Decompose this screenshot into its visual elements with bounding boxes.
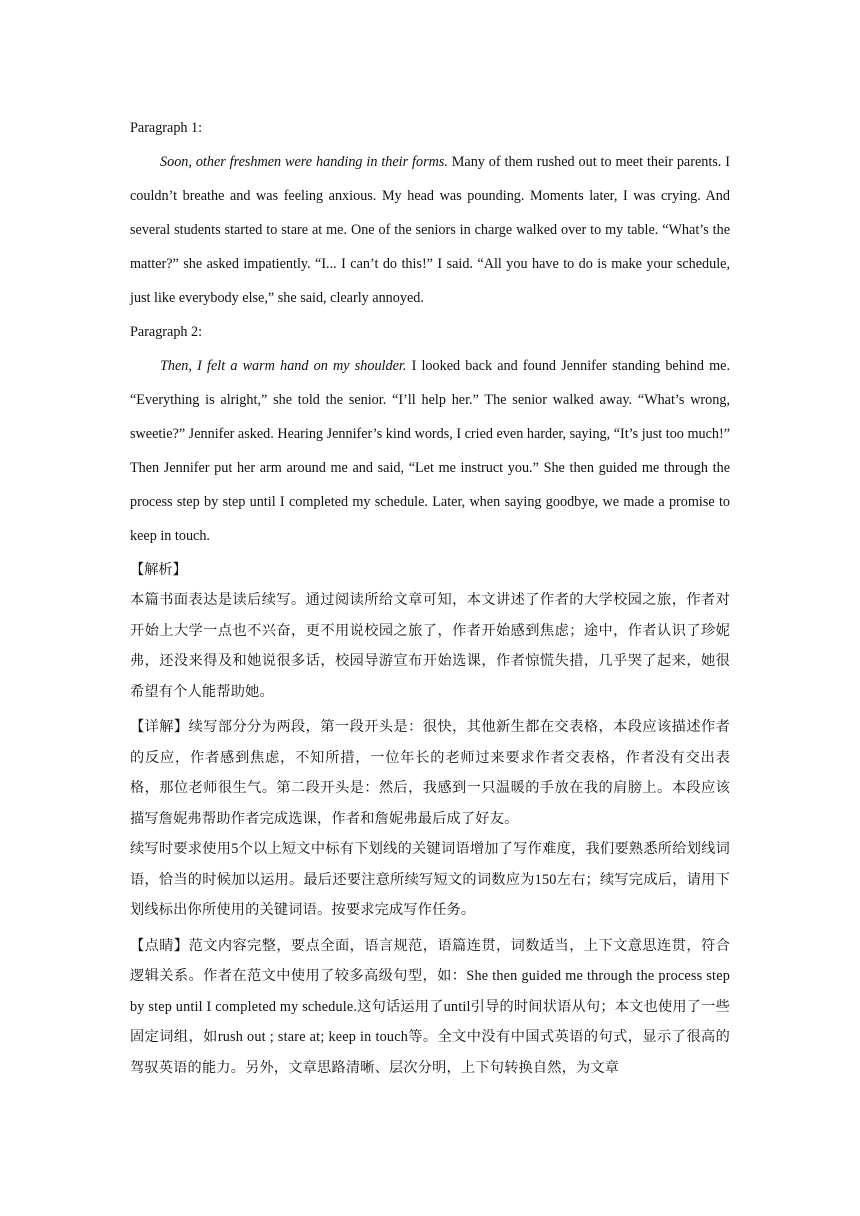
paragraph-1-text (130, 145, 730, 315)
comment-section (130, 931, 730, 1084)
paragraph-1-body: Many of them rushed out to meet their parents. I couldn’t breathe and was feeling anxious. My head was pounding. Moments later, I was crying. And several students started to stare at me. One of the seniors in charge walked over to my table. “What’s the matter?” she asked impatiently. “I... I can’t do this!” I said. “All you have to do is make your schedule, just like everybody else,” she said, clearly annoyed. (130, 154, 730, 306)
paragraph-2-lead: Then, I felt a warm hand on my shoulder. (160, 358, 407, 374)
detail-text-2: 续写时要求使用5个以上短文中标有下划线的关键词语增加了写作难度，我们要熟悉所给划线词语，恰当的时候加以运用。最后还要注意所续写短文的词数应为150左右；续写完成后，请用下划线标出你所使用的关键词语。按要求完成写作任务。 (130, 841, 730, 918)
comment-heading: 【点睛】 (130, 937, 189, 954)
paragraph-2-text (130, 349, 730, 553)
paragraph-2-label: Paragraph 2: (130, 324, 203, 340)
paragraph-1-label: Paragraph 1: (130, 120, 203, 136)
comment-text: 范文内容完整，要点全面，语言规范，语篇连贯，词数适当，上下文意思连贯，符合逻辑关系。作者在范文中使用了较多高级句型，如：She then guided me through the process step by step until I completed my schedule.这句话运用了until引导的时间状语从句；本文也使用了一些固定词组，如rush out ; stare at; keep in touch等。全文中没有中国式英语的句式，显示了很高的驾驭英语的能力。另外，文章思路清晰、层次分明，上下句转换自然，为文章 (130, 937, 730, 1076)
paragraph-2-body: I looked back and found Jennifer standing behind me. “Everything is alright,” she told the senior. “I’ll help her.” The senior walked away. “What’s wrong, sweetie?” Jennifer asked. Hearing Jennifer’s kind words, I cried even harder, saying, “It’s just too much!” Then Jennifer put her arm around me and said, “Let me instruct you.” She then guided me through the process step by step until I completed my schedule. Later, when saying goodbye, we made a promise to keep in touch. (130, 358, 731, 544)
analysis-text: 本篇书面表达是读后续写。通过阅读所给文章可知，本文讲述了作者的大学校园之旅，作者对开始上大学一点也不兴奋，更不用说校园之旅了，作者开始感到焦虑；途中，作者认识了珍妮弗，还没来得及和她说很多话，校园导游宣布开始选课，作者惊慌失措，几乎哭了起来，她很希望有个人能帮助她。 (130, 592, 730, 700)
paragraph-1-lead: Soon, other freshmen were handing in their forms. (160, 154, 448, 170)
detail-section (130, 712, 730, 834)
analysis-heading: 【解析】 (130, 562, 187, 578)
detail-text: 续写部分分为两段，第一段开头是：很快，其他新生都在交表格，本段应该描述作者的反应，作者感到焦虑，不知所措，一位年长的老师过来要求作者交表格，作者没有交出表格，那位老师很生气。第二段开头是：然后，我感到一只温暖的手放在我的肩膀上。本段应该描写詹妮弗帮助作者完成选课，作者和詹妮弗最后成了好友。 (130, 719, 730, 827)
document-page (130, 111, 730, 1083)
detail-heading: 【详解】 (130, 719, 189, 735)
